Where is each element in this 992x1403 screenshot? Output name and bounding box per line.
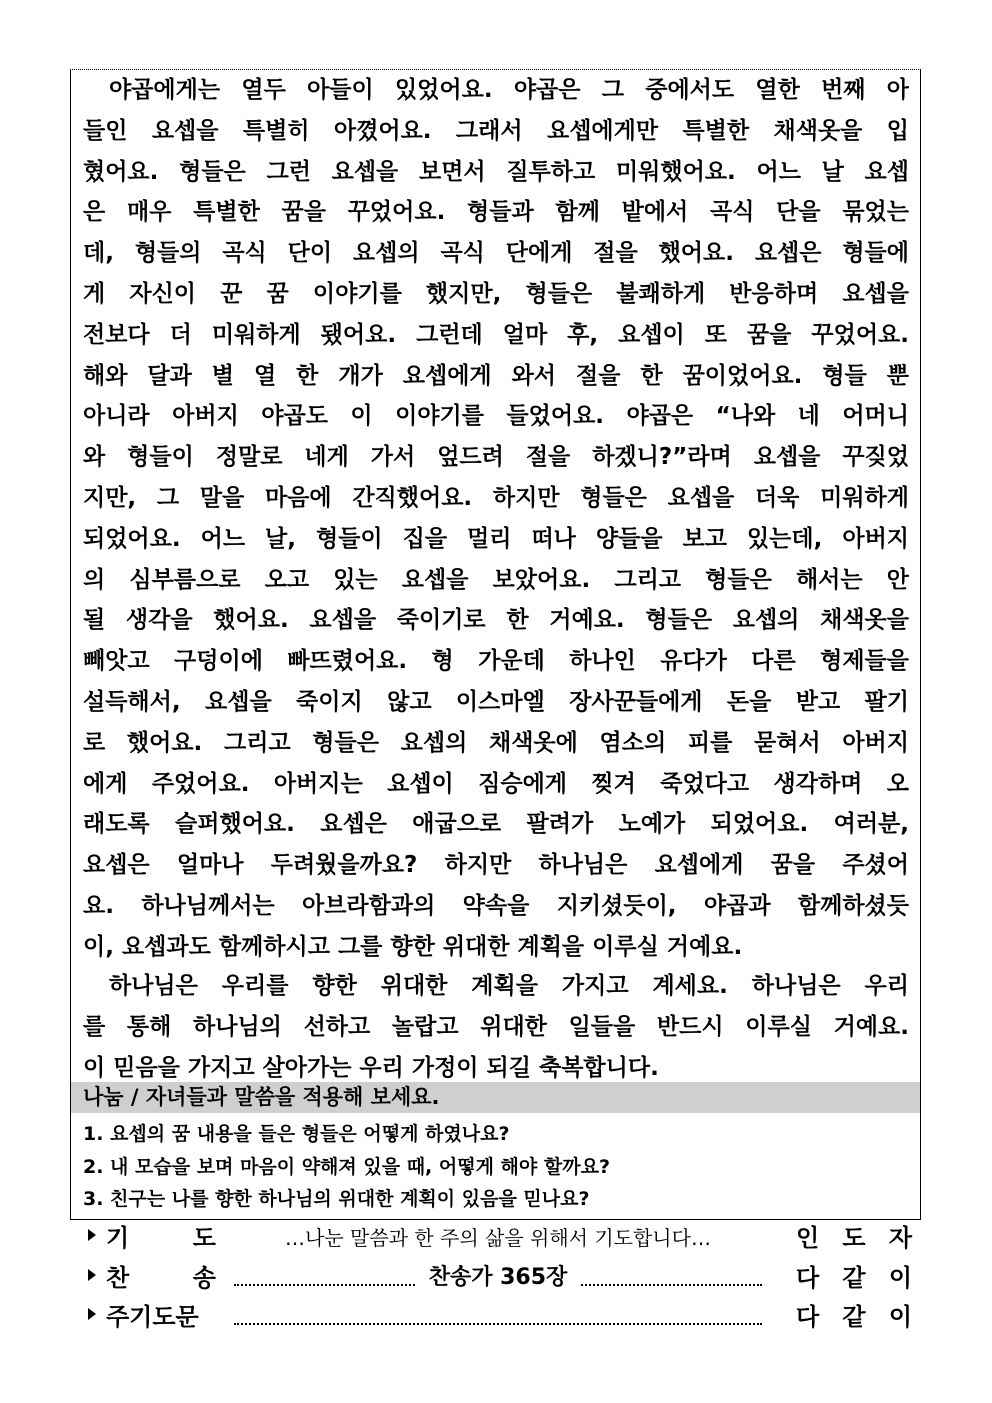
text-line: 들인 요셉을 특별히 아꼈어요. 그래서 요셉에게만 특별한 채색옷을 입: [83, 117, 909, 144]
question-item: 3. 친구는 나를 향한 하나님의 위대한 계획이 있음을 믿나요?: [83, 1188, 590, 1210]
order-leader: 다 같 이: [796, 1303, 912, 1331]
text-line: 데, 형들의 곡식 단이 요셉의 곡식 단에게 절을 했어요. 요셉은 형들에: [83, 240, 909, 267]
text-line: 게 자신이 꾼 꿈 이야기를 했지만, 형들은 불쾌하게 반응하며 요셉을: [83, 280, 909, 307]
text-line: 혔어요. 형들은 그런 요셉을 보면서 질투하고 미워했어요. 어느 날 요셉: [83, 158, 909, 185]
order-leader: 다 같 이: [796, 1264, 912, 1292]
text-line: 와 형들이 정말로 네게 가서 엎드려 절을 하겠니?”라며 요셉을 꾸짖었: [83, 444, 909, 471]
content-box: [70, 69, 921, 1220]
triangle-bullet-icon: [88, 1308, 96, 1320]
order-description-wrap: [234, 1258, 762, 1298]
text-line: 되었어요. 어느 날, 형들이 집을 멀리 떠나 양들을 보고 있는데, 아버지: [83, 525, 909, 552]
order-description: …나눈 말씀과 한 주의 삶을 위해서 기도합니다…: [285, 1226, 711, 1250]
text-line: 해와 달과 별 열 한 개가 요셉에게 와서 절을 한 꿈이었어요. 형들 뿐: [83, 362, 909, 389]
text-line: 를 통해 하나님의 선하고 놀랍고 위대한 일들을 반드시 이루실 거예요.: [83, 1013, 909, 1040]
dotted-leader: [234, 1323, 762, 1325]
order-lords-prayer: [84, 1297, 912, 1337]
order-leader: 인 도 자: [796, 1224, 912, 1252]
order-description: 찬송가 365장: [417, 1265, 580, 1290]
text-line: 의 심부름으로 오고 있는 요셉을 보았어요. 그리고 형들은 해서는 안: [83, 566, 909, 593]
question-item: 2. 내 모습을 보며 마음이 약해져 있을 때, 어떻게 해야 할까요?: [83, 1155, 610, 1178]
text-line: 이, 요셉과도 함께하시고 그를 향한 위대한 계획을 이루실 거예요.: [83, 933, 743, 960]
sharing-title: 나눔 / 자녀들과 말씀을 적용해 보세요.: [83, 1085, 440, 1109]
triangle-bullet-icon: [88, 1229, 96, 1241]
text-line: 래도록 슬퍼했어요. 요셉은 애굽으로 팔려가 노예가 되었어요. 여러분,: [83, 811, 909, 838]
triangle-bullet-icon: [88, 1269, 96, 1281]
text-line: 요. 하나님께서는 아브라함과의 약속을 지키셨듯이, 야곱과 함께하셨듯: [83, 892, 909, 919]
text-line: 은 매우 특별한 꿈을 꾸었어요. 형들과 함께 밭에서 곡식 단을 묶었는: [83, 199, 909, 226]
order-label: 찬 송: [106, 1264, 216, 1292]
text-line: 이 믿음을 가지고 살아가는 우리 가정이 되길 축복합니다.: [83, 1054, 659, 1081]
order-prayer: [84, 1218, 912, 1258]
question-item: 1. 요셉의 꿈 내용을 들은 형들은 어떻게 하였나요?: [83, 1123, 510, 1145]
text-line: 야곱에게는 열두 아들이 있었어요. 야곱은 그 중에서도 열한 번째 아: [109, 77, 909, 103]
text-line: 빼앗고 구덩이에 빠뜨렸어요. 형 가운데 하나인 유다가 다른 형제들을: [83, 648, 909, 675]
text-line: 지만, 그 말을 마음에 간직했어요. 하지만 형들은 요셉을 더욱 미워하게: [83, 484, 909, 511]
text-line: 로 했어요. 그리고 형들은 요셉의 채색옷에 염소의 피를 묻혀서 아버지: [83, 729, 909, 756]
text-line: 될 생각을 했어요. 요셉을 죽이기로 한 거예요. 형들은 요셉의 채색옷을: [83, 607, 909, 634]
order-label: 기 도: [106, 1224, 216, 1252]
question-list: [83, 1118, 610, 1216]
order-hymn: [84, 1258, 912, 1298]
order-label: 주기도문: [106, 1303, 199, 1331]
text-line: 전보다 더 미워하게 됐어요. 그런데 얼마 후, 요셉이 또 꿈을 꾸었어요.: [83, 321, 909, 348]
text-line: 아니라 아버지 야곱도 이 이야기를 들었어요. 야곱은 “나와 네 어머니: [83, 403, 909, 430]
closing-paragraph: [83, 966, 909, 1088]
sharing-header: [71, 1082, 920, 1113]
text-line: 요셉은 얼마나 두려웠을까요? 하지만 하나님은 요셉에게 꿈을 주셨어: [83, 852, 909, 879]
text-line: 에게 주었어요. 아버지는 요셉이 짐승에게 찢겨 죽었다고 생각하며 오: [83, 770, 909, 797]
text-line: 하나님은 우리를 향한 위대한 계획을 가지고 계세요. 하나님은 우리: [109, 973, 909, 999]
story-paragraph: [83, 70, 909, 968]
text-line: 설득해서, 요셉을 죽이지 않고 이스마엘 장사꾼들에게 돈을 받고 팔기: [83, 688, 909, 715]
